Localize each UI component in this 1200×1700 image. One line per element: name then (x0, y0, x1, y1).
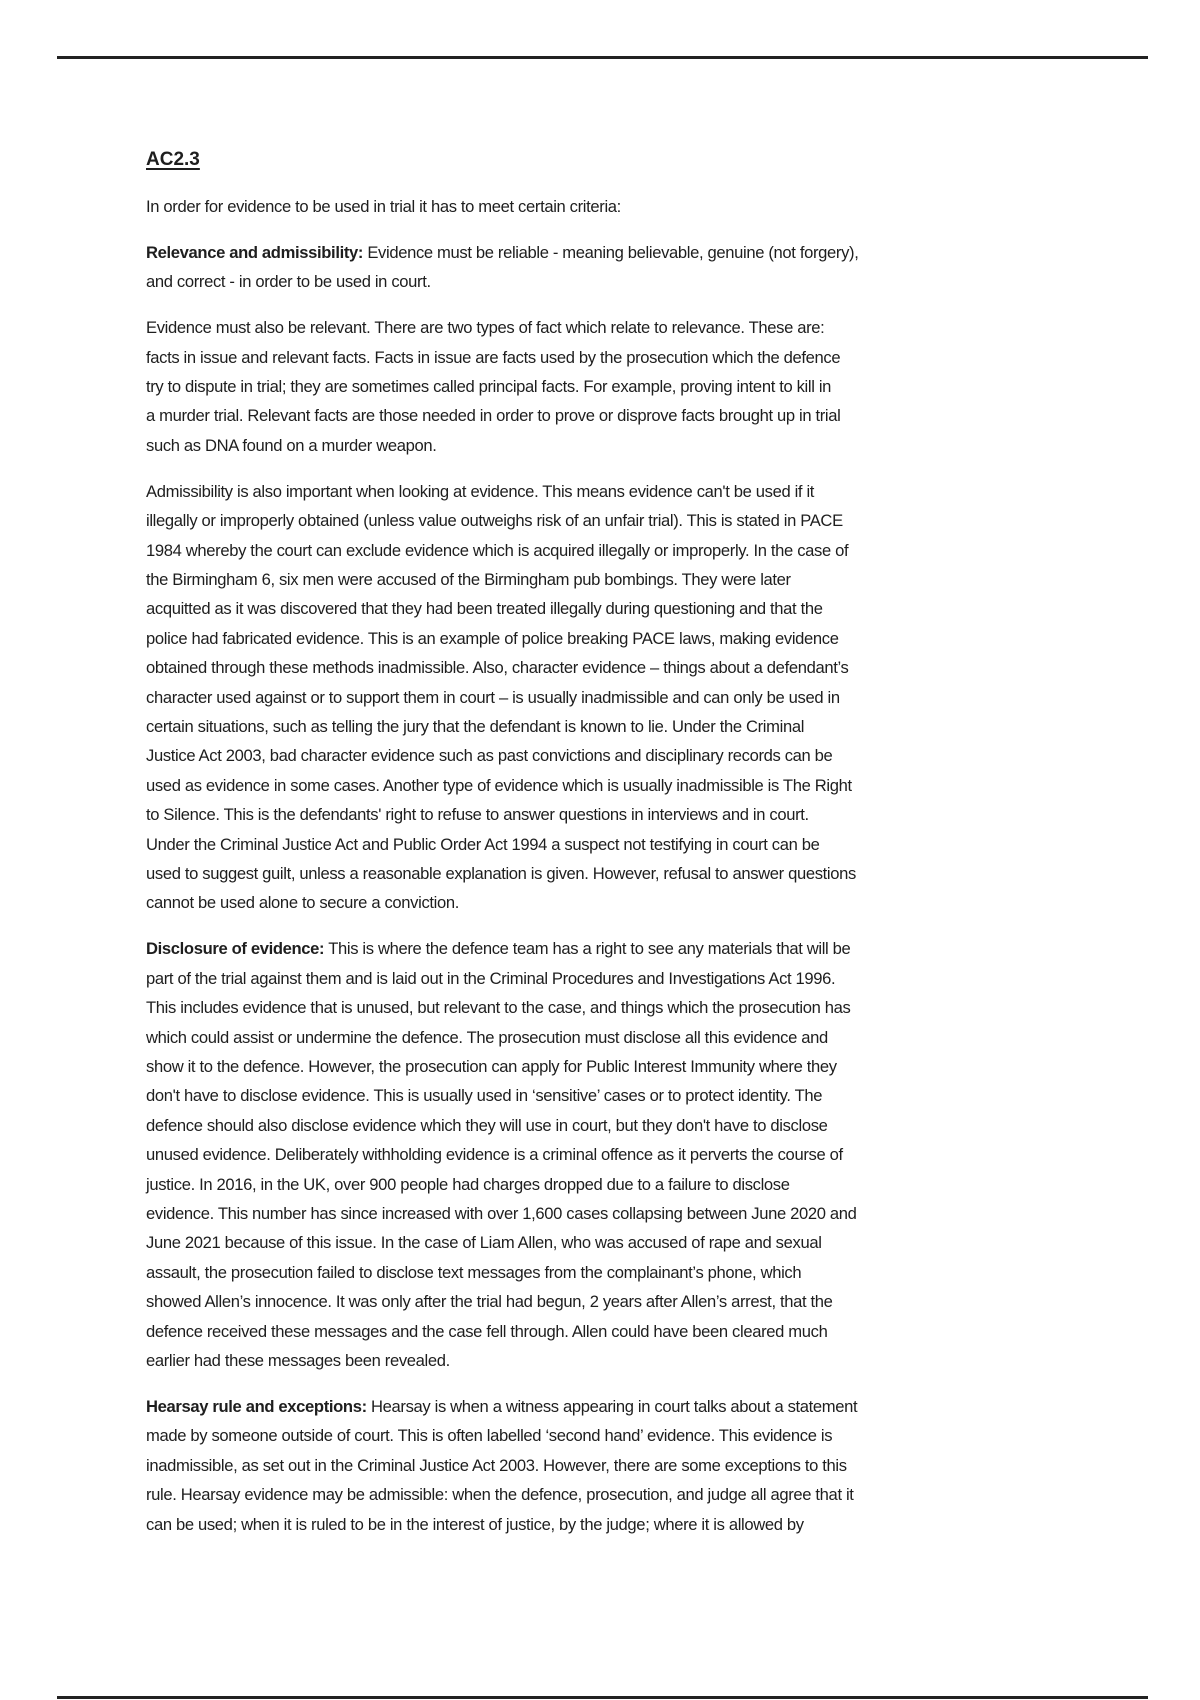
paragraph-lead-heading: Hearsay rule and exceptions: (146, 1396, 367, 1416)
text-line: Justice Act 2003, bad character evidence such as past convictions and disciplinary records can be (146, 746, 833, 766)
text-line: try to dispute in trial; they are sometimes called principal facts. For example, proving intent to kill in (146, 377, 832, 397)
text-line: facts in issue and relevant facts. Facts in issue are facts used by the prosecution which the defence (146, 347, 841, 367)
text-line: obtained through these methods inadmissible. Also, character evidence – things about a defendant’s (146, 658, 849, 678)
line-text: Evidence must be reliable - meaning believable, genuine (not forgery), (363, 242, 859, 262)
text-line: inadmissible, as set out in the Criminal Justice Act 2003. However, there are some exceptions to this (146, 1455, 847, 1475)
text-line: This includes evidence that is unused, but relevant to the case, and things which the prosecution has (146, 998, 851, 1018)
text-line: made by someone outside of court. This is often labelled ‘second hand’ evidence. This evidence is (146, 1426, 833, 1446)
text-line: earlier had these messages been revealed. (146, 1351, 450, 1371)
text-line: Evidence must also be relevant. There are two types of fact which relate to relevance. These are: (146, 318, 825, 338)
text-line: show it to the defence. However, the prosecution can apply for Public Interest Immunity where they (146, 1056, 837, 1076)
text-line: unused evidence. Deliberately withholding evidence is a criminal offence as it perverts the course of (146, 1145, 843, 1165)
text-line: defence should also disclose evidence which they will use in court, but they don't have to disclose (146, 1115, 828, 1135)
text-line: part of the trial against them and is laid out in the Criminal Procedures and Investigations Act 1996. (146, 968, 836, 988)
text-line (146, 238, 1076, 267)
paragraph (146, 313, 1076, 460)
text-line (146, 934, 1076, 963)
text-line: can be used; when it is ruled to be in the interest of justice, by the judge; where it is allowed by (146, 1514, 804, 1534)
section-heading: AC2.3 (146, 149, 200, 170)
footer-rule (57, 1696, 1148, 1699)
paragraph (146, 934, 1076, 1375)
paragraph (146, 477, 1076, 918)
text-line: June 2021 because of this issue. In the case of Liam Allen, who was accused of rape and sexual (146, 1233, 822, 1253)
text-line: such as DNA found on a murder weapon. (146, 435, 437, 455)
document-body (146, 146, 1076, 1555)
line-text: Hearsay is when a witness appearing in court talks about a statement (366, 1396, 858, 1416)
text-line: justice. In 2016, in the UK, over 900 people had charges dropped due to a failure to disclose (146, 1174, 790, 1194)
text-line: Under the Criminal Justice Act and Public Order Act 1994 a suspect not testifying in court can be (146, 834, 820, 854)
text-line: defence received these messages and the case fell through. Allen could have been cleared much (146, 1321, 828, 1341)
paragraph (146, 238, 1076, 297)
text-line: which could assist or undermine the defence. The prosecution must disclose all this evidence and (146, 1027, 828, 1047)
paragraph-lead-heading: Disclosure of evidence: (146, 939, 325, 959)
text-line: illegally or improperly obtained (unless value outweighs risk of an unfair trial). This is stated in PACE (146, 511, 843, 531)
text-line: don't have to disclose evidence. This is usually used in ‘sensitive’ cases or to protect identity. The (146, 1086, 823, 1106)
paragraphs (146, 192, 1076, 1539)
header-rule (57, 56, 1148, 59)
paragraph (146, 192, 1076, 221)
text-line: evidence. This number has since increased with over 1,600 cases collapsing between June 2020 and (146, 1204, 857, 1223)
text-line: to Silence. This is the defendants' right to refuse to answer questions in interviews and in court. (146, 805, 809, 825)
text-line: cannot be used alone to secure a conviction. (146, 893, 460, 913)
text-line: assault, the prosecution failed to disclose text messages from the complainant’s phone, which (146, 1262, 802, 1282)
text-line: acquitted as it was discovered that they had been treated illegally during questioning and that the (146, 599, 823, 619)
text-line: used to suggest guilt, unless a reasonable explanation is given. However, refusal to answer questions (146, 864, 856, 884)
text-line: a murder trial. Relevant facts are those needed in order to prove or disprove facts brought up in trial (146, 406, 841, 426)
text-line: showed Allen’s innocence. It was only after the trial had begun, 2 years after Allen’s arrest, that the (146, 1292, 833, 1312)
line-text: This is where the defence team has a right to see any materials that will be (324, 939, 851, 959)
text-line: character used against or to support them in court – is usually inadmissible and can only be used in (146, 687, 840, 707)
text-line: 1984 whereby the court can exclude evidence which is acquired illegally or improperly. In the case of (146, 540, 849, 560)
paragraph-lead-heading: Relevance and admissibility: (146, 242, 364, 262)
text-line: In order for evidence to be used in trial it has to meet certain criteria: (146, 197, 621, 216)
text-line: rule. Hearsay evidence may be admissible: when the defence, prosecution, and judge all agree that it (146, 1485, 854, 1505)
text-line: the Birmingham 6, six men were accused of the Birmingham pub bombings. They were later (146, 569, 791, 589)
text-line: Admissibility is also important when looking at evidence. This means evidence can't be used if it (146, 481, 815, 501)
text-line: police had fabricated evidence. This is an example of police breaking PACE laws, making evidence (146, 628, 839, 648)
text-line (146, 1392, 1076, 1421)
text-line: used as evidence in some cases. Another type of evidence which is usually inadmissible is The Right (146, 775, 852, 795)
text-line: certain situations, such as telling the jury that the defendant is known to lie. Under the Criminal (146, 717, 805, 736)
text-line: and correct - in order to be used in court. (146, 272, 431, 292)
paragraph (146, 1392, 1076, 1539)
